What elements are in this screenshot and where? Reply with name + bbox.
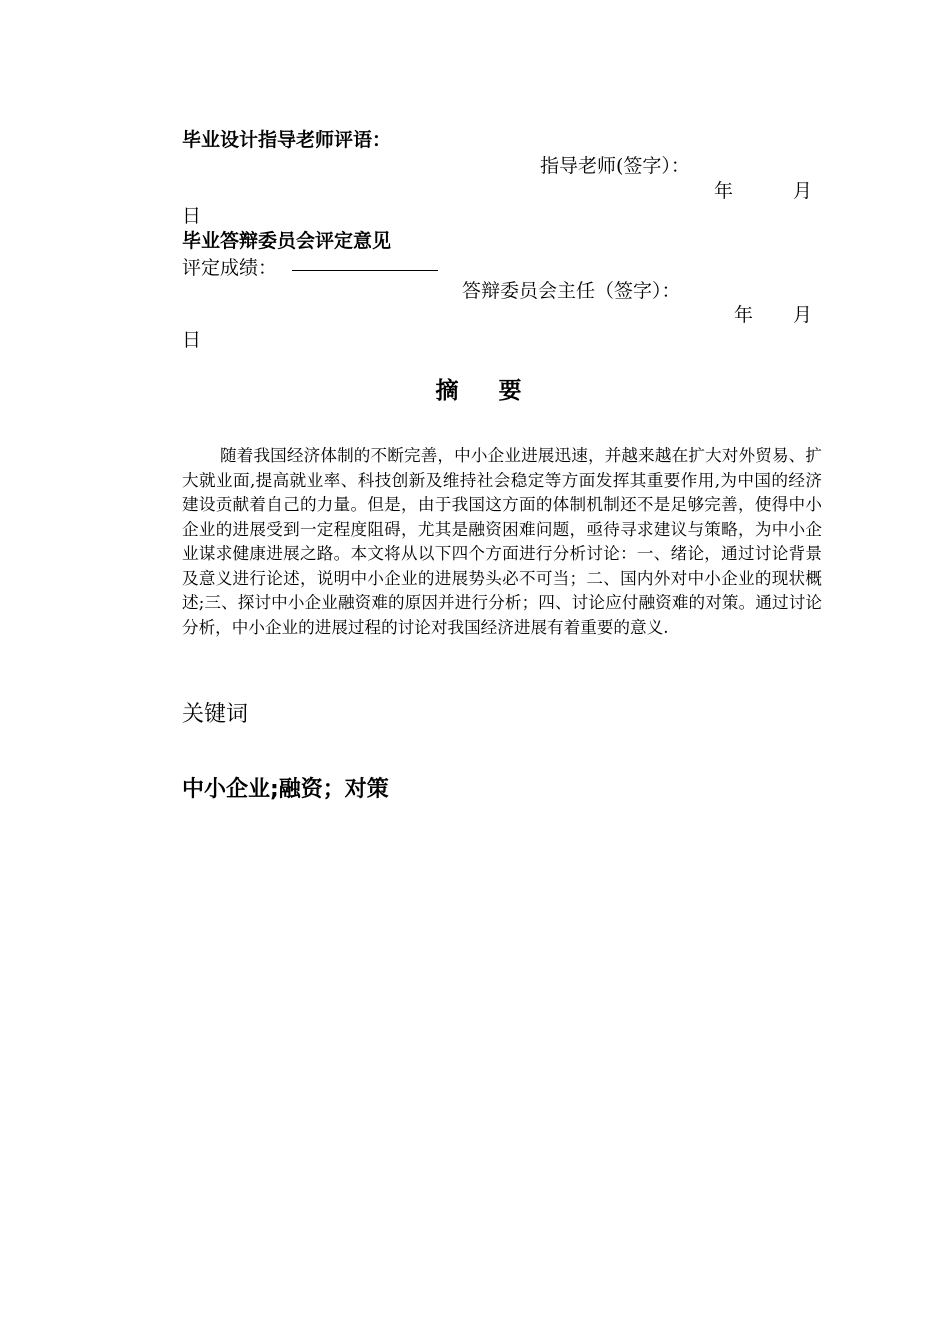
advisor-date-day: 日 xyxy=(182,205,202,227)
advisor-date-month: 月 xyxy=(793,180,813,202)
committee-date-year: 年 xyxy=(734,304,754,326)
advisor-date-year: 年 xyxy=(714,180,734,202)
advisor-comment-heading: 毕业设计指导老师评语： xyxy=(182,129,392,151)
advisor-signature-label: 指导老师(签字）： xyxy=(540,155,690,177)
committee-chair-signature-label: 答辩委员会主任（签字）： xyxy=(462,280,681,302)
grade-blank-line xyxy=(292,270,438,271)
committee-opinion-heading: 毕业答辩委员会评定意见 xyxy=(182,230,392,252)
committee-date-month: 月 xyxy=(793,304,813,326)
committee-date-day: 日 xyxy=(182,329,202,351)
abstract-body: 随着我国经济体制的不断完善，中小企业进展迅速，并越来越在扩大对外贸易、扩大就业面,提高就业率、科技创新及维持社会稳定等方面发挥其重要作用,为中国的经济建设贡献着自己的力量。但是，由于我国这方面的体制机制还不是足够完善，使得中小企业的进展受到一定程度阻碍，尤其是融资困难问题，亟待寻求建议与策略，为中小企业谋求健康进展之路。本文将从以下四个方面进行分析讨论：一、绪论，通过讨论背景及意义进行论述，说明中小企业的进展势头必不可当；二、国内外对中小企业的现状概述;三、探讨中小企业融资难的原因并进行分析；四、讨论应付融资难的对策。通过讨论分析，中小企业的进展过程的讨论对我国经济进展有着重要的意义. xyxy=(182,446,822,637)
keywords-list: 中小企业;融资；对策 xyxy=(182,777,389,802)
keywords-heading: 关键词 xyxy=(182,702,249,727)
grade-label: 评定成绩： xyxy=(182,257,278,279)
abstract-title: 摘要 xyxy=(435,378,562,404)
